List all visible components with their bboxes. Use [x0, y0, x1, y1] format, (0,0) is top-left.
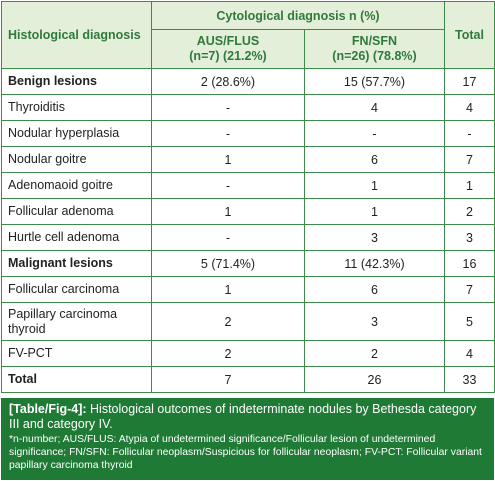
cell-aus: 2 (28.6%)	[152, 69, 305, 95]
row-label: Malignant lesions	[2, 251, 152, 277]
cell-aus: -	[152, 121, 305, 147]
caption-main	[9, 402, 486, 431]
cell-total: 2	[445, 199, 495, 225]
header-aus-title: AUS/FLUS	[196, 34, 260, 48]
caption-note: *n-number; AUS/FLUS: Atypia of undetermined significance/Follicular lesion of undetermined significance; FN/SFN: Follicular neoplasm/Suspicious for follicular neoplasm; FV-PCT: Follicular variant papillary carcinoma thyroid	[9, 434, 482, 471]
cell-fn: 3	[305, 303, 445, 341]
row-label: Nodular goitre	[2, 147, 152, 173]
header-row-1	[2, 2, 495, 30]
header-cytological: Cytological diagnosis n (%)	[152, 2, 445, 30]
row-label: Follicular carcinoma	[2, 277, 152, 303]
cell-total: 17	[445, 69, 495, 95]
results-table	[1, 1, 495, 393]
cell-aus: 7	[152, 367, 305, 393]
cell-total: 4	[445, 341, 495, 367]
table-row	[2, 199, 495, 225]
header-fn-title: FN/SFN	[351, 34, 398, 48]
cell-aus: 1	[152, 277, 305, 303]
cell-total: 16	[445, 251, 495, 277]
cell-fn: 26	[305, 367, 445, 393]
cell-aus: -	[152, 95, 305, 121]
row-label: Benign lesions	[2, 69, 152, 95]
header-fn-sfn	[305, 30, 445, 69]
cell-total: 33	[445, 367, 495, 393]
row-label: Nodular hyperplasia	[2, 121, 152, 147]
cell-total: 7	[445, 147, 495, 173]
cell-fn: 11 (42.3%)	[305, 251, 445, 277]
table-row	[2, 147, 495, 173]
cell-total: 1	[445, 173, 495, 199]
cell-fn: 6	[305, 277, 445, 303]
row-label: FV-PCT	[2, 341, 152, 367]
cell-fn: 2	[305, 341, 445, 367]
header-fn-n: (n=26) (78.8%)	[332, 49, 417, 63]
table-row	[2, 121, 495, 147]
cell-total: 3	[445, 225, 495, 251]
cell-fn: -	[305, 121, 445, 147]
cell-aus: -	[152, 225, 305, 251]
cell-total: 5	[445, 303, 495, 341]
table-row-total	[2, 367, 495, 393]
table-row	[2, 173, 495, 199]
table-row	[2, 277, 495, 303]
cell-total: 4	[445, 95, 495, 121]
header-aus-flus	[152, 30, 305, 69]
table-row	[2, 341, 495, 367]
cell-total: -	[445, 121, 495, 147]
cell-fn: 1	[305, 199, 445, 225]
header-histological: Histological diagnosis	[2, 2, 152, 69]
row-label: Papillary carcinoma thyroid	[2, 303, 152, 341]
row-label: Follicular adenoma	[2, 199, 152, 225]
row-label: Hurtle cell adenoma	[2, 225, 152, 251]
caption-text: Histological outcomes of indeterminate nodules by Bethesda category III and category IV.	[9, 402, 477, 431]
row-label: Total	[2, 367, 152, 393]
table-row	[2, 69, 495, 95]
cell-total: 7	[445, 277, 495, 303]
table-row	[2, 225, 495, 251]
cell-fn: 4	[305, 95, 445, 121]
header-aus-n: (n=7) (21.2%)	[189, 49, 267, 63]
caption-label: [Table/Fig-4]:	[9, 402, 87, 416]
cell-aus: 2	[152, 303, 305, 341]
header-total: Total	[445, 2, 495, 69]
cell-aus: 1	[152, 199, 305, 225]
cell-aus: -	[152, 173, 305, 199]
row-label: Adenomaoid goitre	[2, 173, 152, 199]
cell-aus: 5 (71.4%)	[152, 251, 305, 277]
figure-caption	[1, 398, 494, 480]
table-row	[2, 251, 495, 277]
table-row	[2, 303, 495, 341]
table-row	[2, 95, 495, 121]
cell-aus: 2	[152, 341, 305, 367]
cell-fn: 3	[305, 225, 445, 251]
cell-aus: 1	[152, 147, 305, 173]
cell-fn: 6	[305, 147, 445, 173]
cell-fn: 1	[305, 173, 445, 199]
cell-fn: 15 (57.7%)	[305, 69, 445, 95]
row-label: Thyroiditis	[2, 95, 152, 121]
